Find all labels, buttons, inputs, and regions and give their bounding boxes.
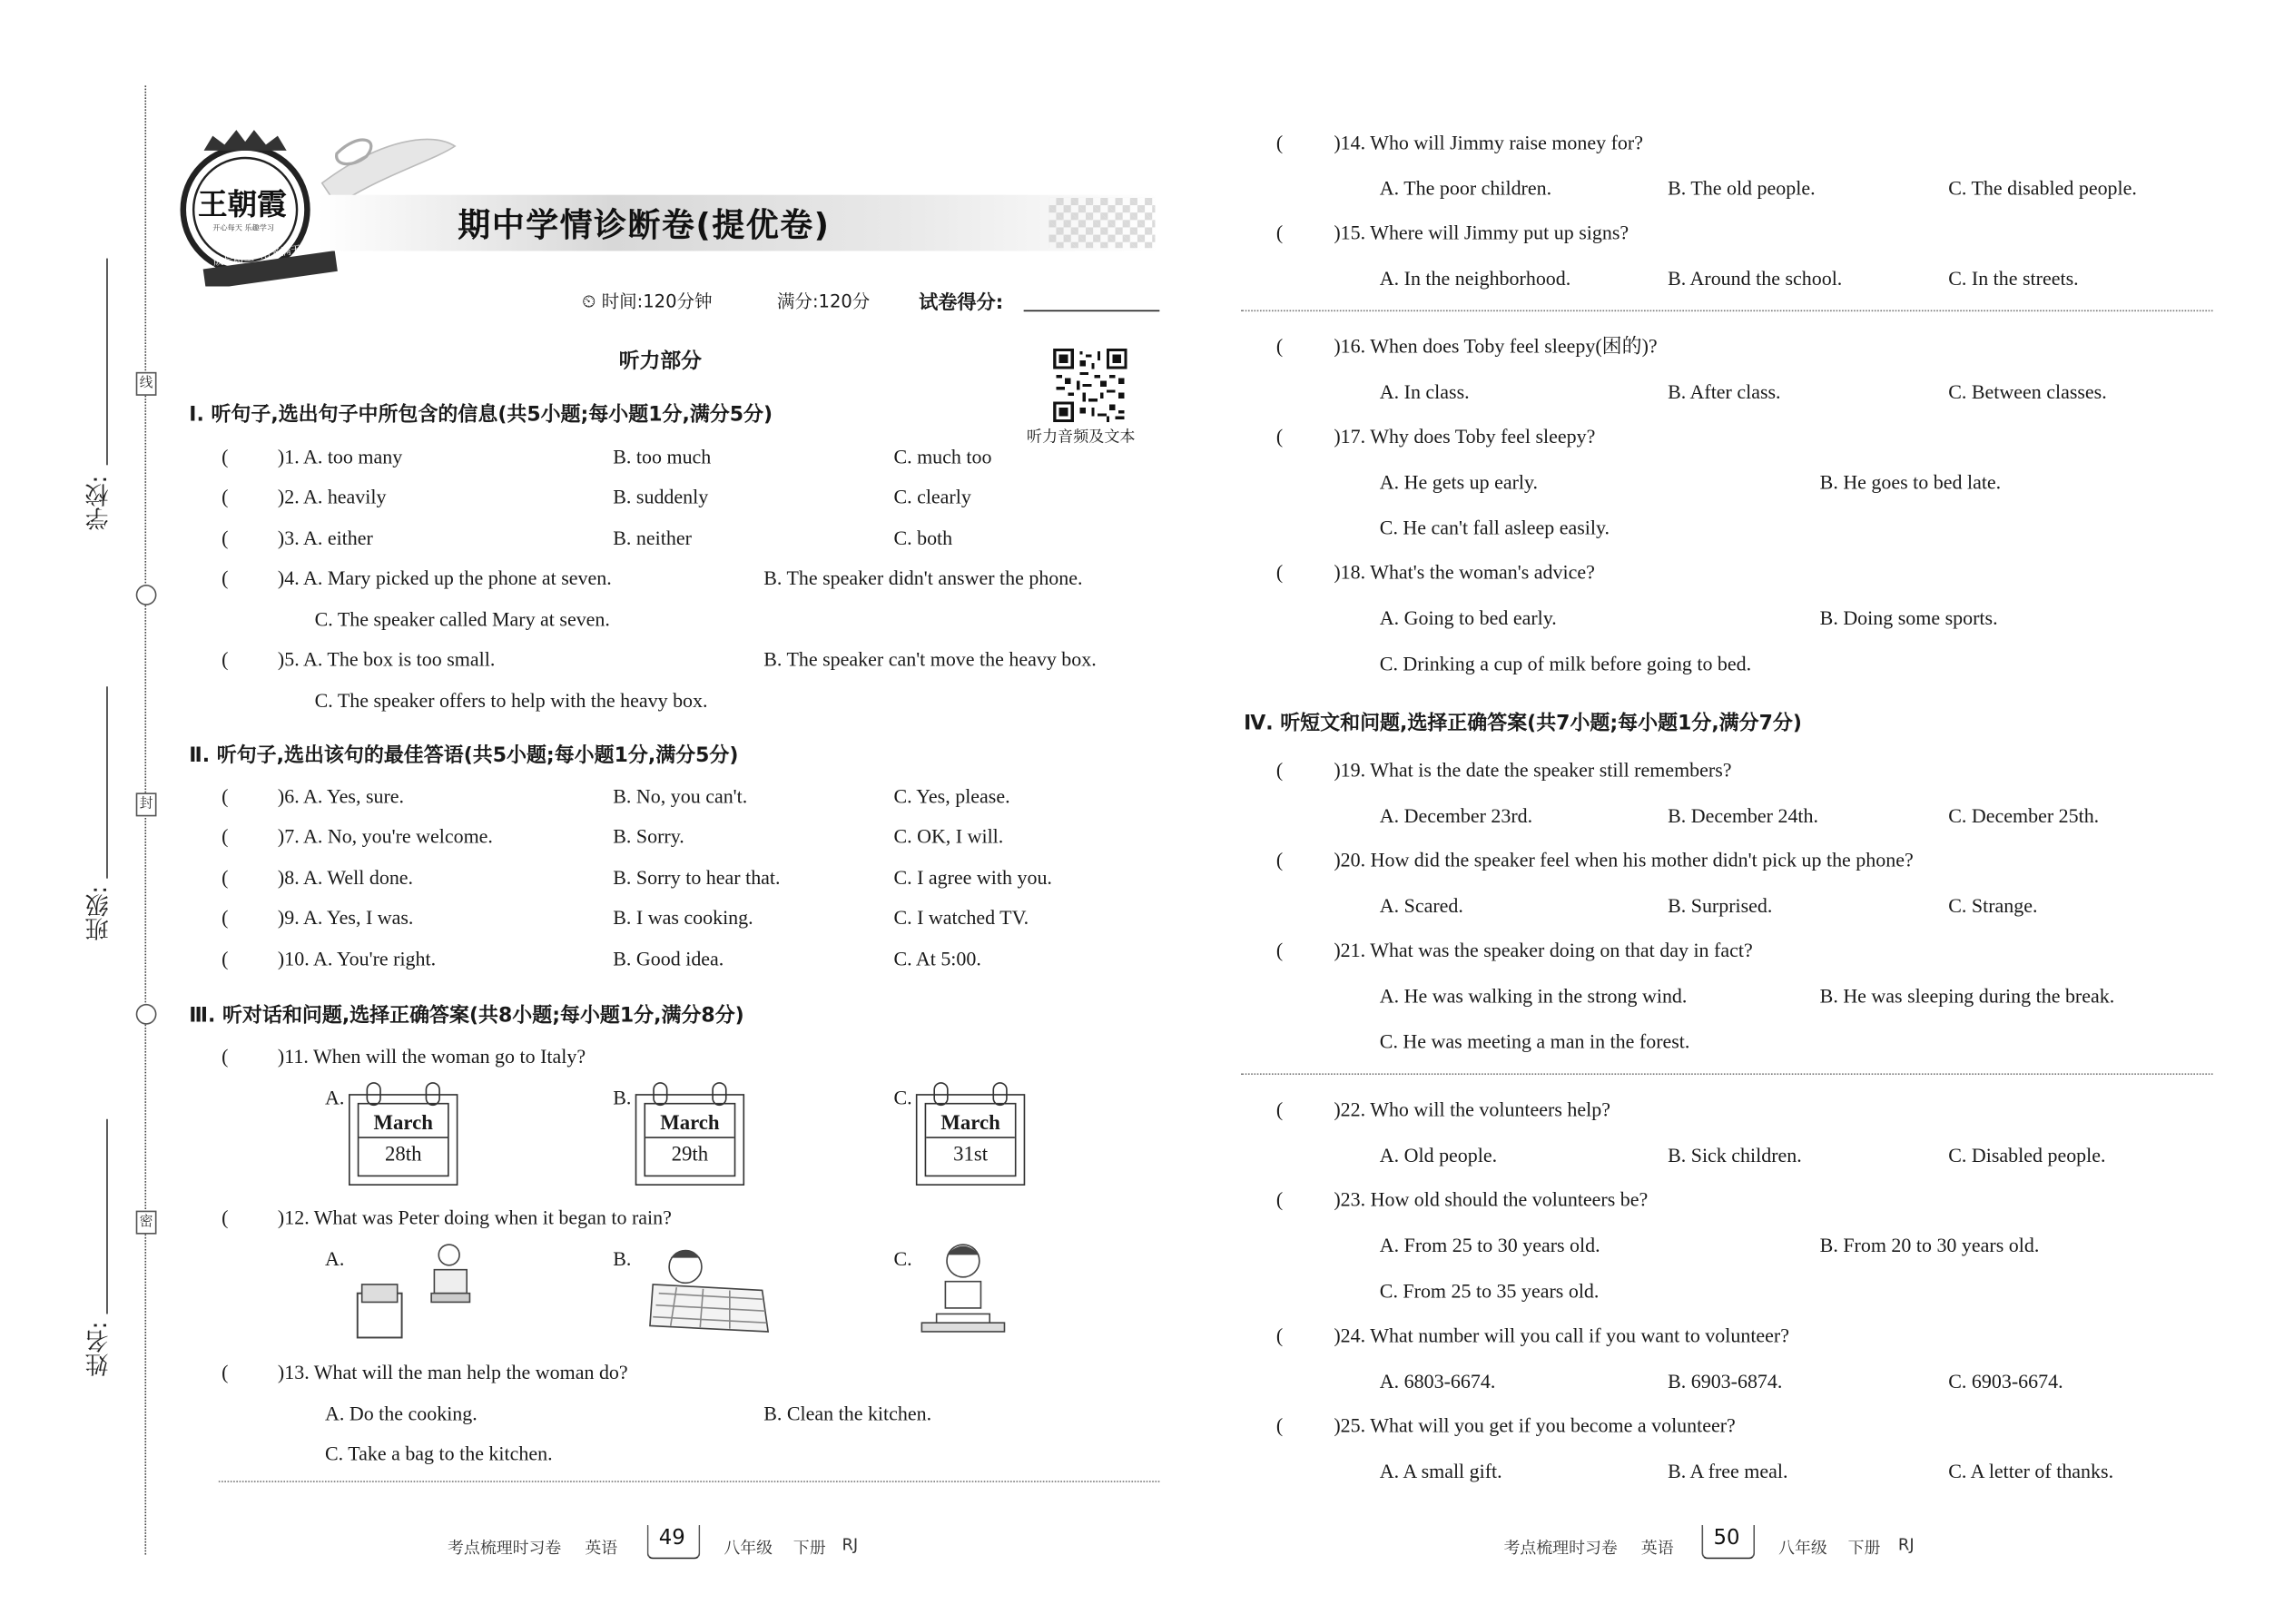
answer-paren[interactable]: (	[1275, 335, 1284, 358]
clock-icon: ⏲	[582, 290, 596, 312]
q11-label-b: B.	[613, 1087, 632, 1109]
q23-option-c: C. From 25 to 35 years old.	[1379, 1280, 1600, 1303]
binding-dotted-line	[144, 85, 146, 1554]
answer-paren[interactable]: (	[222, 825, 229, 848]
q5-option-b: B. The speaker can't move the heavy box.	[763, 647, 1097, 671]
q4-option-c: C. The speaker called Mary at seven.	[314, 608, 610, 631]
footer-grade: 八年级	[724, 1538, 773, 1558]
binding-hole	[136, 585, 157, 605]
class-label: 班级:	[84, 885, 113, 941]
section-3-heading: Ⅲ. 听对话和问题,选择正确答案(共8小题;每小题1分,满分8分)	[189, 1003, 744, 1028]
q14-stem: )14. Who will Jimmy raise money for?	[1334, 131, 1643, 154]
answer-paren[interactable]: (	[1275, 1324, 1284, 1347]
calendar-divider	[359, 1137, 448, 1138]
q16-option-c: C. Between classes.	[1948, 380, 2107, 403]
q2-option-b: B. suddenly	[613, 486, 709, 508]
footer-series: 考点梳理时习卷	[448, 1538, 562, 1558]
footer-subject: 英语	[585, 1538, 618, 1558]
q14-option-a: A. The poor children.	[1379, 177, 1552, 200]
calendar-ring	[426, 1082, 440, 1106]
answer-paren[interactable]: (	[1275, 131, 1284, 154]
calendar-frame	[349, 1094, 458, 1186]
q21-option-b: B. He was sleeping during the break.	[1819, 984, 2115, 1008]
q23-option-a: A. From 25 to 30 years old.	[1379, 1234, 1600, 1257]
q11-label-a: A.	[324, 1087, 345, 1109]
q24-option-c: C. 6903-6674.	[1948, 1370, 2063, 1393]
answer-paren[interactable]: (	[1275, 849, 1284, 871]
page-number: 50	[1713, 1526, 1740, 1550]
q18-option-c: C. Drinking a cup of milk before going to bed.	[1379, 652, 1752, 675]
q9-option-c: C. I watched TV.	[893, 906, 1029, 929]
calendar-ring	[992, 1082, 1007, 1106]
calendar-ring	[933, 1082, 948, 1106]
answer-paren[interactable]: (	[1275, 758, 1284, 782]
section-4-heading: Ⅳ. 听短文和问题,选择正确答案(共7小题;每小题1分,满分7分)	[1244, 711, 1802, 735]
q24-option-a: A. 6803-6674.	[1379, 1370, 1496, 1393]
section-divider	[1241, 1073, 2213, 1075]
q10-option-b: B. Good idea.	[613, 948, 724, 970]
answer-paren[interactable]: (	[222, 948, 229, 970]
q5-option-a: )5. A. The box is too small.	[277, 647, 496, 671]
answer-paren[interactable]: (	[222, 1206, 229, 1229]
q3-option-b: B. neither	[613, 527, 692, 550]
full-score-label: 满分:120分	[776, 290, 871, 312]
calendar-month: March	[373, 1113, 433, 1136]
footer-subject: 英语	[1640, 1538, 1674, 1558]
binding-mark-dense: 密	[136, 1211, 157, 1235]
binding-mark-line: 线	[136, 372, 157, 396]
footer-volume: 下册	[1847, 1538, 1881, 1558]
q20-stem: )20. How did the speaker feel when his mother didn't pick up the phone?	[1334, 849, 1914, 871]
q20-option-b: B. Surprised.	[1668, 894, 1773, 917]
q13-option-b: B. Clean the kitchen.	[763, 1403, 932, 1425]
calendar-frame	[916, 1094, 1025, 1186]
q12-label-b: B.	[613, 1247, 632, 1270]
calendar-day: 31st	[953, 1144, 989, 1166]
q7-option-c: C. OK, I will.	[893, 825, 1004, 848]
answer-paren[interactable]: (	[1275, 1188, 1284, 1211]
q17-option-b: B. He goes to bed late.	[1819, 470, 2002, 494]
school-blank[interactable]	[106, 259, 108, 466]
calendar-ring	[653, 1082, 667, 1106]
listening-heading: 听力部分	[618, 349, 702, 374]
q25-option-a: A. A small gift.	[1379, 1460, 1502, 1482]
q5-option-c: C. The speaker offers to help with the heavy box.	[314, 689, 708, 712]
q8-option-c: C. I agree with you.	[893, 866, 1052, 890]
binding-mark-seal: 封	[136, 792, 157, 816]
q19-stem: )19. What is the date the speaker still remembers?	[1334, 758, 1732, 782]
answer-paren[interactable]: (	[222, 527, 229, 550]
q11-stem: )11. When will the woman go to Italy?	[277, 1045, 586, 1068]
q15-option-a: A. In the neighborhood.	[1379, 267, 1571, 290]
answer-paren[interactable]: (	[222, 1045, 229, 1068]
answer-paren[interactable]: (	[222, 647, 229, 671]
q24-stem: )24. What number will you call if you want to volunteer?	[1334, 1324, 1790, 1347]
answer-paren[interactable]: (	[222, 446, 229, 468]
q18-stem: )18. What's the woman's advice?	[1334, 561, 1595, 584]
calendar-inner	[358, 1103, 449, 1176]
answer-paren[interactable]: (	[1275, 1414, 1284, 1437]
q11-label-c: C.	[893, 1087, 912, 1109]
q17-stem: )17. Why does Toby feel sleepy?	[1334, 425, 1596, 448]
q6-option-b: B. No, you can't.	[613, 785, 748, 808]
q25-option-b: B. A free meal.	[1668, 1460, 1788, 1482]
q19-option-a: A. December 23rd.	[1379, 804, 1533, 827]
answer-paren[interactable]: (	[1275, 221, 1284, 244]
section-divider	[219, 1481, 1160, 1482]
q21-stem: )21. What was the speaker doing on that day in fact?	[1334, 939, 1753, 961]
q21-option-a: A. He was walking in the strong wind.	[1379, 984, 1688, 1008]
q12-stem: )12. What was Peter doing when it began to rain?	[277, 1206, 672, 1229]
calendar-inner	[644, 1103, 735, 1176]
answer-paren[interactable]: (	[222, 866, 229, 890]
q15-option-b: B. Around the school.	[1668, 267, 1843, 290]
footer-volume: 下册	[793, 1538, 826, 1558]
answer-paren[interactable]: (	[222, 1361, 229, 1383]
answer-paren[interactable]: (	[222, 785, 229, 808]
q3-option-a: )3. A. either	[277, 527, 373, 550]
calendar-day: 29th	[671, 1144, 709, 1166]
q1-option-a: )1. A. too many	[277, 446, 403, 468]
q12-label-c: C.	[893, 1247, 912, 1270]
time-info	[582, 288, 712, 313]
q25-option-c: C. A letter of thanks.	[1948, 1460, 2114, 1482]
footer-grade: 八年级	[1778, 1538, 1827, 1558]
school-label: 学校:	[84, 475, 113, 531]
q23-stem: )23. How old should the volunteers be?	[1334, 1188, 1649, 1211]
q1-option-b: B. too much	[613, 446, 712, 468]
calendar-divider	[645, 1137, 734, 1138]
q19-option-c: C. December 25th.	[1948, 804, 2100, 827]
brand-name: 王朝霞	[198, 185, 287, 221]
calendar-divider	[926, 1137, 1015, 1138]
q10-option-a: )10. A. You're right.	[277, 948, 437, 970]
q9-option-a: )9. A. Yes, I was.	[277, 906, 414, 929]
answer-paren[interactable]: (	[1275, 561, 1284, 584]
q16-option-b: B. After class.	[1668, 380, 1781, 403]
q7-option-a: )7. A. No, you're welcome.	[277, 825, 493, 848]
calendar-month: March	[660, 1113, 720, 1136]
section-1-heading: Ⅰ. 听句子,选出句子中所包含的信息(共5小题;每小题1分,满分5分)	[189, 402, 773, 428]
q4-option-a: )4. A. Mary picked up the phone at seven.	[277, 566, 612, 589]
q22-stem: )22. Who will the volunteers help?	[1334, 1098, 1610, 1121]
answer-paren[interactable]: (	[1275, 1098, 1284, 1121]
q6-option-a: )6. A. Yes, sure.	[277, 785, 405, 808]
calendar-month: March	[940, 1113, 1000, 1136]
page-title: 期中学情诊断卷(提优卷)	[458, 208, 831, 245]
q6-option-c: C. Yes, please.	[893, 785, 1010, 808]
q22-option-c: C. Disabled people.	[1948, 1144, 2106, 1166]
page-number: 49	[658, 1526, 685, 1550]
brand-motto: 开心每天 乐趣学习	[212, 224, 274, 233]
title-checker-pattern	[1049, 198, 1155, 248]
q2-option-c: C. clearly	[893, 486, 971, 508]
footer-series: 考点梳理时习卷	[1503, 1538, 1618, 1558]
q7-option-b: B. Sorry.	[613, 825, 684, 848]
q21-option-c: C. He was meeting a man in the forest.	[1379, 1030, 1690, 1053]
class-blank[interactable]	[106, 686, 108, 878]
brand-ribbon-right: 阳光满天	[259, 243, 302, 261]
q17-option-c: C. He can't fall asleep easily.	[1379, 517, 1610, 539]
q17-option-a: A. He gets up early.	[1379, 470, 1539, 494]
calendar-frame	[635, 1094, 744, 1186]
q8-option-b: B. Sorry to hear that.	[613, 866, 781, 890]
q9-option-b: B. I was cooking.	[613, 906, 753, 929]
q2-option-a: )2. A. heavily	[277, 486, 387, 508]
q25-stem: )25. What will you get if you become a volunteer?	[1334, 1414, 1736, 1437]
score-label: 试卷得分:	[919, 292, 1004, 315]
answer-paren[interactable]: (	[222, 566, 229, 589]
q18-option-b: B. Doing some sports.	[1819, 606, 1998, 629]
q20-option-a: A. Scared.	[1379, 894, 1463, 917]
q18-option-a: A. Going to bed early.	[1379, 606, 1557, 629]
picture-boy-reading	[916, 1240, 1010, 1343]
calendar-ring	[712, 1082, 726, 1106]
picture-boy-sleeping	[644, 1240, 773, 1343]
q20-option-c: C. Strange.	[1948, 894, 2038, 917]
footer-edition: RJ	[1897, 1535, 1915, 1555]
q13-stem: )13. What will the man help the woman do?	[277, 1361, 628, 1383]
answer-paren[interactable]: (	[222, 486, 229, 508]
q13-option-a: A. Do the cooking.	[324, 1403, 478, 1425]
q19-option-b: B. December 24th.	[1668, 804, 1819, 827]
section-divider	[1241, 310, 2213, 312]
binding-hole	[136, 1004, 157, 1025]
time-label: 时间:120分钟	[601, 290, 713, 312]
q16-stem: )16. When does Toby feel sleepy(困的)?	[1334, 335, 1658, 358]
picture-boy-watching-tv	[349, 1240, 497, 1346]
q1-option-c: C. much too	[893, 446, 992, 468]
q13-option-c: C. Take a bag to the kitchen.	[324, 1442, 553, 1465]
q3-option-c: C. both	[893, 527, 953, 550]
answer-paren[interactable]: (	[1275, 939, 1284, 961]
answer-paren[interactable]: (	[222, 906, 229, 929]
name-blank[interactable]	[106, 1119, 108, 1314]
brand-ribbon-left: 成长路上	[212, 251, 255, 269]
score-blank[interactable]	[1024, 310, 1160, 312]
q4-option-b: B. The speaker didn't answer the phone.	[763, 566, 1083, 589]
q14-option-c: C. The disabled people.	[1948, 177, 2137, 200]
q15-option-c: C. In the streets.	[1948, 267, 2079, 290]
calendar-ring	[367, 1082, 381, 1106]
calendar-inner	[925, 1103, 1017, 1176]
q16-option-a: A. In class.	[1379, 380, 1470, 403]
q8-option-a: )8. A. Well done.	[277, 866, 414, 890]
name-label: 姓名:	[84, 1321, 113, 1377]
calendar-option-c	[916, 1082, 1025, 1186]
footer-edition: RJ	[842, 1535, 859, 1555]
q15-stem: )15. Where will Jimmy put up signs?	[1334, 221, 1629, 244]
q10-option-c: C. At 5:00.	[893, 948, 981, 970]
q22-option-b: B. Sick children.	[1668, 1144, 1802, 1166]
qr-code[interactable]	[1053, 349, 1127, 422]
answer-paren[interactable]: (	[1275, 425, 1284, 448]
q22-option-a: A. Old people.	[1379, 1144, 1498, 1166]
qr-caption: 听力音频及文本	[1026, 428, 1136, 447]
q14-option-b: B. The old people.	[1668, 177, 1816, 200]
calendar-day: 28th	[384, 1144, 422, 1166]
q12-label-a: A.	[324, 1247, 345, 1270]
calendar-option-a	[349, 1082, 458, 1186]
calendar-option-b	[635, 1082, 744, 1186]
section-2-heading: Ⅱ. 听句子,选出该句的最佳答语(共5小题;每小题1分,满分5分)	[189, 743, 739, 768]
q24-option-b: B. 6903-6874.	[1668, 1370, 1783, 1393]
q23-option-b: B. From 20 to 30 years old.	[1819, 1234, 2040, 1257]
